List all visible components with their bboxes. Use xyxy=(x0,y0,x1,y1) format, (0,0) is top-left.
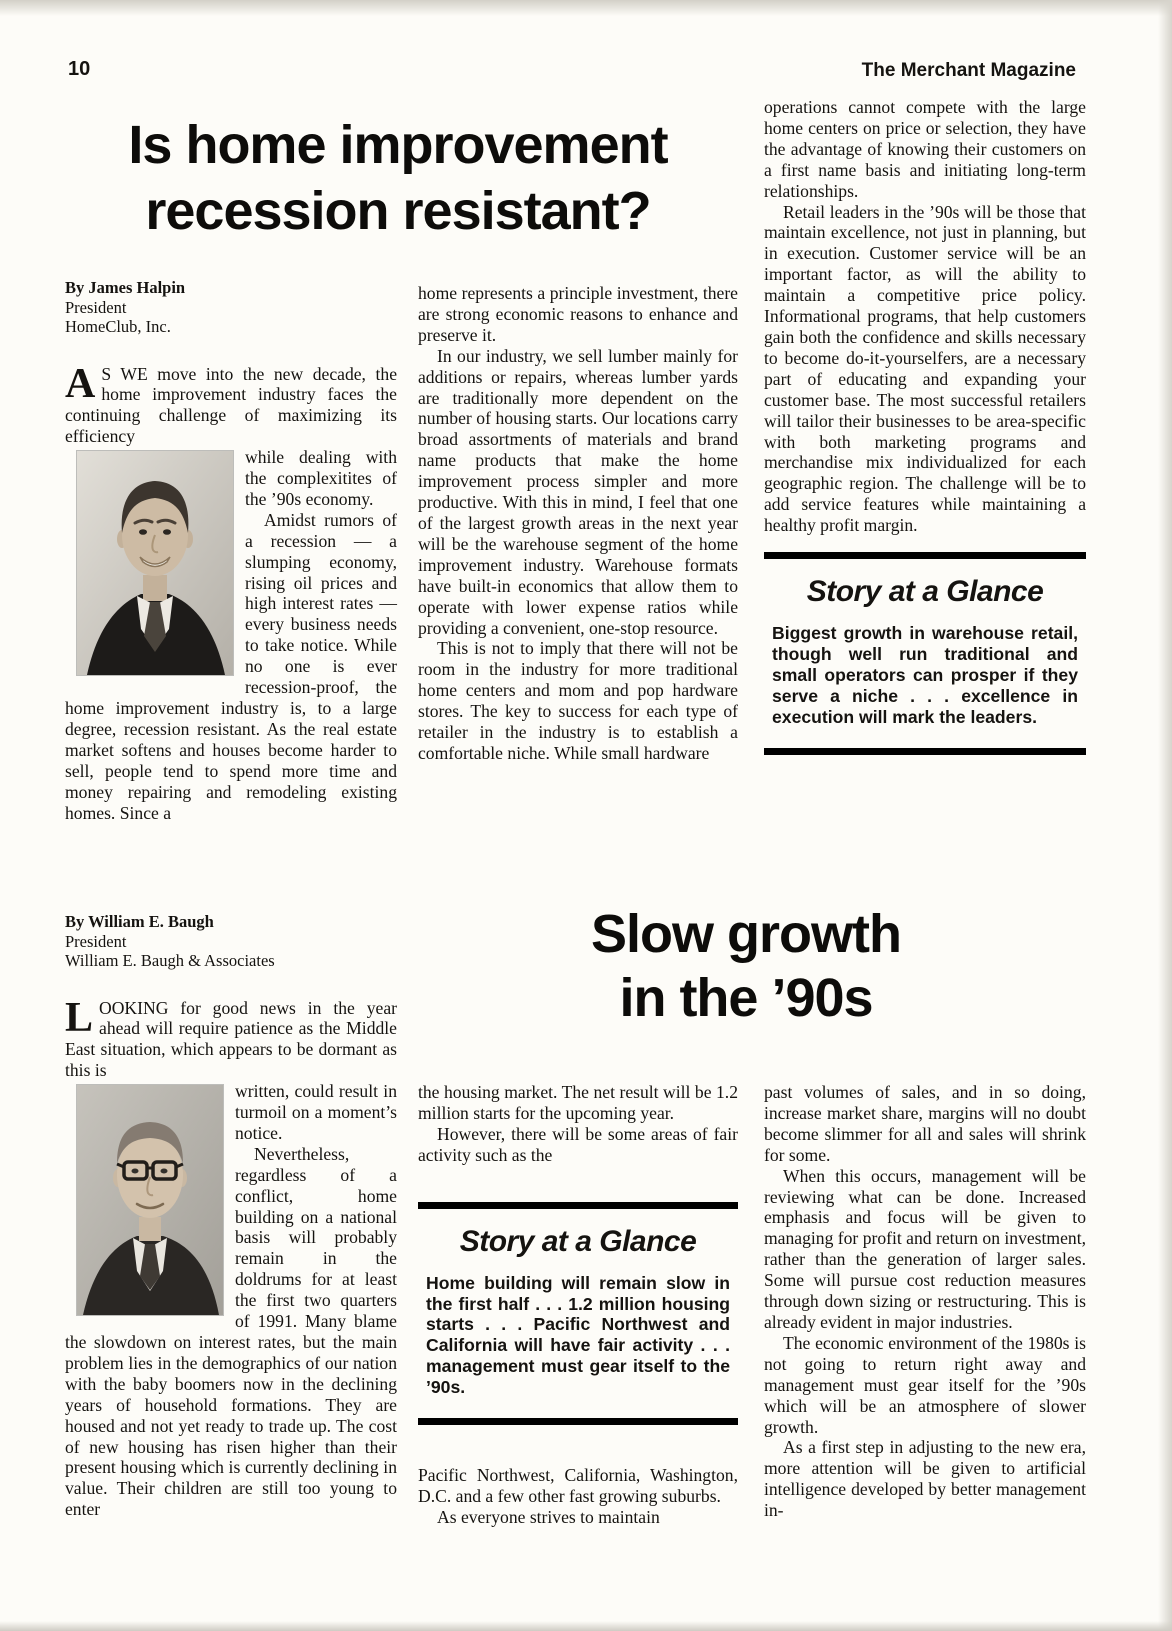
article1-col1-paragraph-1 xyxy=(65,360,397,448)
article2-headline-line2: in the ’90s xyxy=(619,968,873,1028)
glance1-body: Biggest growth in warehouse retail, though well run traditional and small operators can prosper if they serve a niche . . . excellence in execution will mark the leaders. xyxy=(772,623,1078,727)
article1-col1-paragraph-1-text: S WE move into the new decade, the home improvement industry faces the continuing challenge of maximizing its efficiency xyxy=(65,363,397,447)
glance1-title: Story at a Glance xyxy=(806,575,1044,609)
article1-col3-paragraph-2: Retail leaders in the ’90s will be those that maintain excellence, not just in planning, but in execution. Customer service will be an important factor, as will the ability to maintain a competitive price policy. Informational programs, that help customers gain both the confidence and skills necessary to become do-it-yourselfers, are a necessary part of educating and expanding your customer base. The most successful retailers will tailor their businesses to be area-specific with both marketing programs and merchandise mix individualized for each geographic region. The challenge will be to add service features while maintaining a healthy profit margin. xyxy=(764,201,1086,536)
article2-byline xyxy=(65,912,397,971)
article1-col2-paragraph-3: This is not to imply that there will not be room in the industry for more traditional home centers and mom and pop hardware stores. The key to success for each type of retailer in the industry is to establish a comfortable niche. While small hardware xyxy=(418,638,738,763)
article2-column1 xyxy=(65,912,397,1520)
article1-headline-line1: Is home improvement xyxy=(128,115,668,175)
article1-dropcap: A xyxy=(65,360,96,407)
story-at-a-glance-box-2 xyxy=(418,1202,738,1425)
article2-byline-company: William E. Baugh & Associates xyxy=(65,951,275,970)
article2-photo-wrap xyxy=(65,1081,397,1520)
scan-edge-right xyxy=(1158,0,1172,1631)
article1-column2 xyxy=(418,283,738,764)
article2-byline-author: By William E. Baugh xyxy=(65,912,214,931)
article2-col2-paragraph-1: the housing market. The net result will be 1.2 million starts for the upcoming year. xyxy=(418,1082,738,1123)
article1-byline-title: President xyxy=(65,297,127,317)
baugh-portrait-illustration xyxy=(77,1085,223,1315)
article1-column3 xyxy=(764,97,1086,755)
article1-col2-paragraph-2: In our industry, we sell lumber mainly for additions or repairs, whereas lumber yards are traditionally more dependent on the number of housing starts. Our locations carry broad assortments of materials and brand name products that make the home improvement process simpler and more productive. With this in mind, I feel that one of the largest growth areas in the next year will be the warehouse segment of the home improvement industry. Warehouse formats have built-in economics that allow them to operate with lower expense ratios while providing a convenient, one-stop resource. xyxy=(418,345,738,638)
page-number: 10 xyxy=(68,58,91,80)
story-at-a-glance-box-1 xyxy=(764,552,1086,755)
article2-column3 xyxy=(764,1082,1086,1521)
article2-col1-paragraph-1 xyxy=(65,994,397,1082)
article1-column1 xyxy=(65,278,397,823)
halpin-portrait-illustration xyxy=(77,451,233,675)
glance2-body: Home building will remain slow in the first half . . . 1.2 million housing starts . . . Pacific Northwest and California will have fair activity . . . management must gear itself to the ’90s. xyxy=(426,1272,730,1398)
article2-col2-paragraph-3: Pacific Northwest, California, Washington, D.C. and a few other fast growing suburbs. xyxy=(418,1465,738,1506)
article2-col2-paragraph-2: However, there will be some areas of fair activity such as the xyxy=(418,1123,738,1165)
article2-headline-line1: Slow growth xyxy=(591,904,901,964)
magazine-title: The Merchant Magazine xyxy=(861,60,1076,81)
article1-byline-author: By James Halpin xyxy=(65,278,186,297)
article2-col1-paragraph-1-text: OOKING for good news in the year ahead will require patience as the Middle East situation, which appears to be dormant as this is xyxy=(65,997,397,1081)
article2-col3-paragraph-2: When this occurs, management will be reviewing what can be done. Increased emphasis and focus will be given to managing for profit and return on investment, rather than the generation of larger sales. Some will pursue cost reduction measures through down sizing or restructuring. This is already evident in major industries. xyxy=(764,1165,1086,1332)
article1-photo-wrap xyxy=(65,447,397,823)
article1-byline xyxy=(65,278,397,337)
article2-byline-title: President xyxy=(65,931,127,951)
article2-col1-paragraph-1-continued: written, could result in turmoil on a moment’s notice. xyxy=(235,1081,397,1143)
article2-column2 xyxy=(418,1082,738,1528)
article2-col3-paragraph-4: As a first step in adjusting to the new era, more attention will be given to artificial intelligence developed by better management in- xyxy=(764,1437,1086,1521)
article2-col2-paragraph-4: As everyone strives to maintain xyxy=(437,1506,660,1527)
baugh-portrait-photo xyxy=(77,1085,223,1315)
scan-edge-top xyxy=(0,0,1172,16)
glance2-title: Story at a Glance xyxy=(459,1224,697,1258)
article2-col3-paragraph-3: The economic environment of the 1980s is not going to return right away and management must gear itself for the ’90s which will be an atmosphere of slower growth. xyxy=(764,1332,1086,1437)
article1-col2-paragraph-1: home represents a principle investment, there are strong economic reasons to enhance and preserve it. xyxy=(418,283,738,345)
article1-col1-paragraph-2: Amidst rumors of a recession — a slumping economy, rising oil prices and high interest rates — every business needs to take notice. While no one is ever recession-proof, the home improvement industry is, to a large degree, recession resistant. As the real estate market softens and houses become harder to sell, people tend to spend more time and money repairing and remodeling existing homes. Since a xyxy=(65,509,397,823)
article1-headline xyxy=(60,112,736,244)
article2-dropcap: L xyxy=(65,994,94,1041)
article1-byline-company: HomeClub, Inc. xyxy=(65,317,171,336)
article2-headline xyxy=(420,902,1072,1030)
article2-col1-paragraph-2: Nevertheless, regardless of a conflict, home building on a national basis will probably remain in the doldrums for at least the first two quarters of 1991. Many blame the slowdown on interest rates, but the main problem lies in the demographics of our nation with the baby boomers now in the declining years of household formations. They are housed and not yet ready to trade up. The cost of new housing has risen higher than their present housing which is currently declining in value. Their children are still too young to enter xyxy=(65,1143,397,1520)
article1-col1-paragraph-1-continued: while dealing with the complexitites of the ’90s economy. xyxy=(245,447,397,509)
article2-col3-paragraph-1: past volumes of sales, and in so doing, increase market share, margins will no doubt become slimmer for all and sales will shrink for some. xyxy=(764,1082,1086,1165)
scan-edge-bottom xyxy=(0,1621,1172,1631)
article1-col3-paragraph-1: operations cannot compete with the large home centers on price or selection, they have the advantage of knowing their customers on a first name basis and initiating long-term relationships. xyxy=(764,97,1086,201)
article1-headline-line2: recession resistant? xyxy=(145,181,651,241)
halpin-portrait-photo xyxy=(77,451,233,675)
